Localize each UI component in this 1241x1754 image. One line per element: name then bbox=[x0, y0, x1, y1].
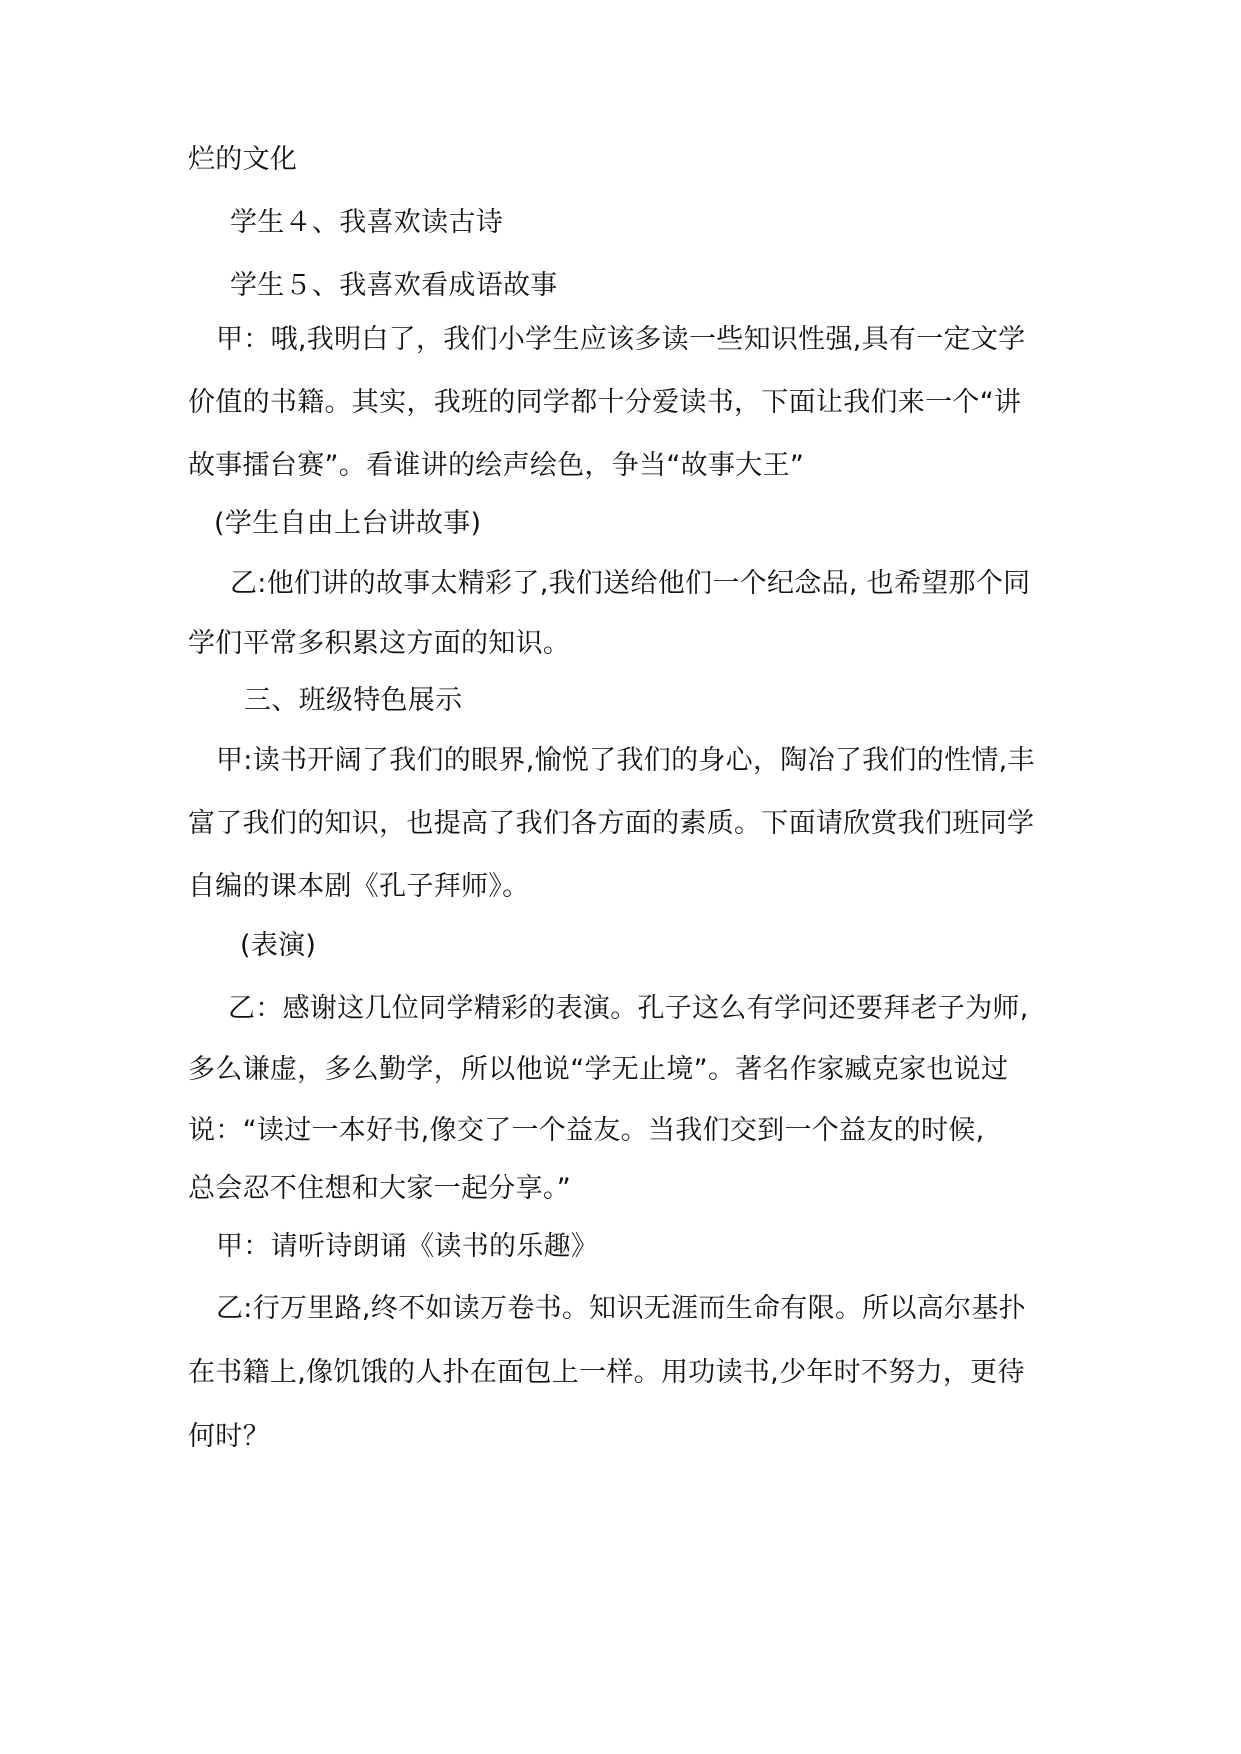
text-line: 故事擂台赛”。看谁讲的绘声绘色，争当“故事大王” bbox=[188, 450, 805, 481]
text-line: 乙：感谢这几位同学精彩的表演。孔子这么有学问还要拜老子为师, bbox=[228, 993, 1029, 1024]
text-line: 价值的书籍。其实，我班的同学都十分爱读书，下面让我们来一个“讲 bbox=[188, 387, 1022, 418]
text-line: 多么谦虚，多么勤学，所以他说“学无止境”。著名作家臧克家也说过 bbox=[188, 1054, 1009, 1085]
text-line: 学生５、我喜欢看成语故事 bbox=[230, 270, 558, 301]
text-line: 烂的文化 bbox=[188, 144, 298, 175]
text-line: 乙:他们讲的故事太精彩了,我们送给他们一个纪念品, 也希望那个同 bbox=[230, 568, 1031, 599]
text-line: 说：“读过一本好书,像交了一个益友。当我们交到一个益友的时候, bbox=[188, 1115, 985, 1146]
text-line: 在书籍上,像饥饿的人扑在面包上一样。用功读书,少年时不努力，更待 bbox=[188, 1357, 1025, 1388]
text-line: 自编的课本剧《孔子拜师》。 bbox=[188, 871, 530, 902]
text-line: (学生自由上台讲故事) bbox=[214, 508, 482, 539]
text-line: (表演) bbox=[240, 930, 317, 961]
text-line: 何时？ bbox=[188, 1421, 270, 1452]
text-line: 甲：哦,我明白了，我们小学生应该多读一些知识性强,具有一定文学 bbox=[216, 324, 1026, 355]
text-line: 甲:读书开阔了我们的眼界,愉悦了我们的身心，陶冶了我们的性情,丰 bbox=[216, 745, 1035, 776]
text-line: 富了我们的知识，也提高了我们各方面的素质。下面请欣赏我们班同学 bbox=[188, 808, 1035, 839]
text-line: 乙:行万里路,终不如读万卷书。知识无涯而生命有限。所以高尔基扑 bbox=[216, 1293, 1026, 1324]
section-heading: 三、班级特色展示 bbox=[244, 685, 463, 716]
text-line: 总会忍不住想和大家一起分享。” bbox=[188, 1173, 571, 1204]
text-line: 学生４、我喜欢读古诗 bbox=[230, 207, 503, 238]
text-line: 甲：请听诗朗诵《读书的乐趣》 bbox=[216, 1231, 599, 1262]
text-line: 学们平常多积累这方面的知识。 bbox=[188, 628, 571, 659]
